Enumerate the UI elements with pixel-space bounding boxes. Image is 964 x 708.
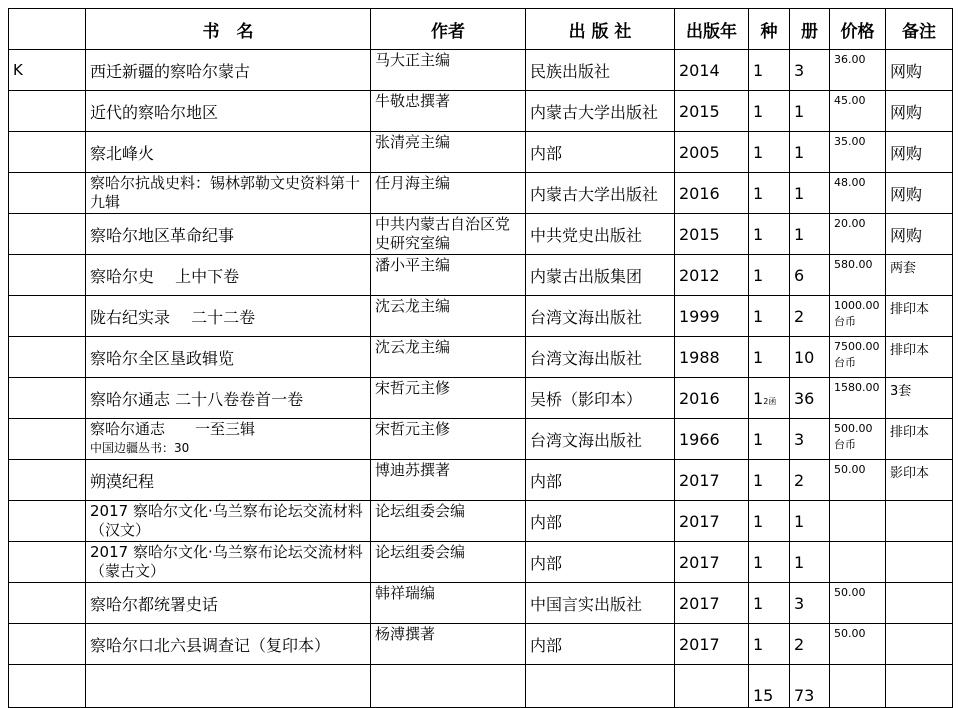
class-cell	[9, 542, 86, 583]
table-row	[9, 50, 953, 91]
title-text: 察哈尔地区革命纪事	[90, 225, 235, 245]
volumes-cell: 3	[790, 419, 830, 460]
class-cell	[9, 624, 86, 665]
note-cell	[886, 583, 953, 624]
author-cell: 潘小平主编	[371, 255, 526, 296]
volumes-cell: 1	[790, 173, 830, 214]
year-cell: 2015	[675, 91, 749, 132]
header-author: 作者	[371, 9, 526, 50]
title-text: 察哈尔通志 二十八卷卷首一卷	[90, 389, 304, 409]
kinds-value: 1	[753, 142, 764, 162]
title-cell	[86, 132, 371, 173]
kinds-cell	[749, 296, 790, 337]
total-year-cell	[675, 665, 749, 708]
year-cell: 2017	[675, 542, 749, 583]
volumes-cell: 6	[790, 255, 830, 296]
publisher-cell: 台湾文海出版社	[526, 296, 675, 337]
price-cell	[830, 542, 886, 583]
title-text: 陇右纪实录 二十二卷	[90, 307, 256, 327]
title-cell	[86, 378, 371, 419]
table-body	[9, 50, 953, 708]
kinds-cell	[749, 337, 790, 378]
publisher-cell: 吴桥（影印本）	[526, 378, 675, 419]
title-cell	[86, 91, 371, 132]
volumes-cell: 3	[790, 50, 830, 91]
author-cell: 沈云龙主编	[371, 296, 526, 337]
kinds-cell	[749, 91, 790, 132]
publisher-cell: 内蒙古大学出版社	[526, 91, 675, 132]
title-text: 察北峰火	[90, 143, 155, 163]
kinds-value: 1	[753, 388, 764, 408]
header-class	[9, 9, 86, 50]
publisher-cell: 民族出版社	[526, 50, 675, 91]
kinds-value: 1	[753, 511, 764, 531]
table-row	[9, 255, 953, 296]
class-cell	[9, 460, 86, 501]
publisher-cell: 内部	[526, 132, 675, 173]
title-cell	[86, 173, 371, 214]
kinds-value: 1	[753, 183, 764, 203]
kinds-cell	[749, 542, 790, 583]
kinds-cell	[749, 378, 790, 419]
total-kinds-cell: 15	[749, 665, 790, 708]
kinds-cell	[749, 50, 790, 91]
book-table	[8, 8, 953, 708]
kinds-cell	[749, 214, 790, 255]
header-note: 备注	[886, 9, 953, 50]
volumes-cell: 1	[790, 542, 830, 583]
kinds-value: 1	[753, 634, 764, 654]
note-cell: 网购	[886, 132, 953, 173]
volumes-cell: 1	[790, 132, 830, 173]
author-cell: 中共内蒙古自治区党史研究室编	[371, 214, 526, 255]
class-cell	[9, 214, 86, 255]
table-row	[9, 173, 953, 214]
kinds-value: 1	[753, 552, 764, 572]
class-cell	[9, 91, 86, 132]
title-text: 察哈尔口北六县调查记（复印本）	[90, 635, 331, 655]
table-row	[9, 296, 953, 337]
total-title-cell	[86, 665, 371, 708]
price-cell: 7500.00台币	[830, 337, 886, 378]
note-cell: 两套	[886, 255, 953, 296]
note-cell: 排印本	[886, 337, 953, 378]
title-text: 朔漠纪程	[90, 471, 155, 491]
kinds-cell	[749, 460, 790, 501]
author-cell: 任月海主编	[371, 173, 526, 214]
note-cell: 排印本	[886, 419, 953, 460]
price-cell: 500.00台币	[830, 419, 886, 460]
title-cell	[86, 214, 371, 255]
author-cell: 论坛组委会编	[371, 542, 526, 583]
volumes-cell: 2	[790, 296, 830, 337]
publisher-cell: 中共党史出版社	[526, 214, 675, 255]
author-cell: 宋哲元主修	[371, 378, 526, 419]
note-cell: 影印本	[886, 460, 953, 501]
year-cell: 2017	[675, 501, 749, 542]
table-row	[9, 337, 953, 378]
publisher-cell: 内部	[526, 624, 675, 665]
title-text: 2017 察哈尔文化·乌兰察布论坛交流材料（汉文）	[90, 502, 363, 539]
kinds-subnote: 2函	[763, 396, 777, 406]
note-cell: 网购	[886, 214, 953, 255]
author-cell: 牛敬忠撰著	[371, 91, 526, 132]
table-row	[9, 378, 953, 419]
kinds-cell	[749, 255, 790, 296]
author-cell: 杨溥撰著	[371, 624, 526, 665]
price-cell: 45.00	[830, 91, 886, 132]
price-cell	[830, 501, 886, 542]
year-cell: 2005	[675, 132, 749, 173]
table-row	[9, 624, 953, 665]
year-cell: 2017	[675, 583, 749, 624]
title-text: 察哈尔史 上中下卷	[90, 266, 240, 286]
volumes-cell: 36	[790, 378, 830, 419]
publisher-cell: 台湾文海出版社	[526, 419, 675, 460]
title-text: 2017 察哈尔文化·乌兰察布论坛交流材料（蒙古文）	[90, 543, 363, 580]
header-publisher: 出 版 社	[526, 9, 675, 50]
kinds-value: 1	[753, 224, 764, 244]
title-text: 察哈尔通志 一至三辑	[90, 420, 256, 438]
note-cell	[886, 501, 953, 542]
title-cell	[86, 50, 371, 91]
note-cell: 网购	[886, 173, 953, 214]
volumes-cell: 2	[790, 624, 830, 665]
total-publisher-cell	[526, 665, 675, 708]
table-row	[9, 501, 953, 542]
note-cell: 排印本	[886, 296, 953, 337]
title-cell	[86, 624, 371, 665]
kinds-cell	[749, 419, 790, 460]
author-cell: 马大正主编	[371, 50, 526, 91]
note-cell	[886, 542, 953, 583]
kinds-value: 1	[753, 470, 764, 490]
author-cell: 宋哲元主修	[371, 419, 526, 460]
kinds-value: 1	[753, 429, 764, 449]
class-cell	[9, 583, 86, 624]
title-cell	[86, 460, 371, 501]
class-cell	[9, 132, 86, 173]
kinds-value: 1	[753, 60, 764, 80]
title-cell	[86, 583, 371, 624]
header-volumes: 册	[790, 9, 830, 50]
class-cell	[9, 501, 86, 542]
class-cell	[9, 296, 86, 337]
class-cell	[9, 255, 86, 296]
author-cell: 沈云龙主编	[371, 337, 526, 378]
note-cell: 3套	[886, 378, 953, 419]
kinds-value: 1	[753, 347, 764, 367]
total-class-cell	[9, 665, 86, 708]
total-author-cell	[371, 665, 526, 708]
title-text: 西迁新疆的察哈尔蒙古	[90, 61, 251, 81]
class-cell	[9, 173, 86, 214]
header-kinds: 种	[749, 9, 790, 50]
price-cell: 580.00	[830, 255, 886, 296]
author-cell: 韩祥瑞编	[371, 583, 526, 624]
year-cell: 2017	[675, 460, 749, 501]
price-cell: 50.00	[830, 624, 886, 665]
kinds-cell	[749, 501, 790, 542]
kinds-value: 1	[753, 593, 764, 613]
author-cell: 论坛组委会编	[371, 501, 526, 542]
kinds-value: 1	[753, 306, 764, 326]
table-row	[9, 132, 953, 173]
year-cell: 2014	[675, 50, 749, 91]
note-cell	[886, 624, 953, 665]
price-cell: 1580.00	[830, 378, 886, 419]
note-cell: 网购	[886, 50, 953, 91]
publisher-cell: 台湾文海出版社	[526, 337, 675, 378]
title-cell	[86, 255, 371, 296]
price-cell: 35.00	[830, 132, 886, 173]
title-cell	[86, 542, 371, 583]
publisher-cell: 内蒙古大学出版社	[526, 173, 675, 214]
table-row	[9, 542, 953, 583]
title-subtext: 中国边疆丛书：30	[90, 441, 190, 455]
title-cell	[86, 501, 371, 542]
kinds-cell	[749, 173, 790, 214]
year-cell: 1999	[675, 296, 749, 337]
header-title: 书 名	[86, 9, 371, 50]
publisher-cell: 内部	[526, 501, 675, 542]
volumes-cell: 1	[790, 91, 830, 132]
title-text: 近代的察哈尔地区	[90, 102, 219, 122]
total-volumes-cell: 73	[790, 665, 830, 708]
price-cell: 20.00	[830, 214, 886, 255]
table-row	[9, 419, 953, 460]
class-cell	[9, 419, 86, 460]
volumes-cell: 2	[790, 460, 830, 501]
kinds-value: 1	[753, 265, 764, 285]
header-year: 出版年	[675, 9, 749, 50]
title-cell	[86, 337, 371, 378]
year-cell: 2016	[675, 173, 749, 214]
class-cell	[9, 378, 86, 419]
publisher-cell: 内蒙古出版集团	[526, 255, 675, 296]
table-row	[9, 583, 953, 624]
year-cell: 2016	[675, 378, 749, 419]
price-cell: 1000.00台币	[830, 296, 886, 337]
title-text: 察哈尔都统署史话	[90, 594, 219, 614]
year-cell: 1988	[675, 337, 749, 378]
volumes-cell: 10	[790, 337, 830, 378]
class-cell	[9, 337, 86, 378]
totals-row	[9, 665, 953, 708]
price-cell: 48.00	[830, 173, 886, 214]
table-row	[9, 460, 953, 501]
title-cell	[86, 296, 371, 337]
volumes-cell: 1	[790, 214, 830, 255]
volumes-cell: 1	[790, 501, 830, 542]
publisher-cell: 内部	[526, 460, 675, 501]
header-row	[9, 9, 953, 50]
author-cell: 张清亮主编	[371, 132, 526, 173]
kinds-cell	[749, 132, 790, 173]
class-cell: K	[9, 50, 86, 91]
title-text: 察哈尔抗战史料：锡林郭勒文史资料第十九辑	[90, 174, 361, 211]
publisher-cell: 内部	[526, 542, 675, 583]
kinds-cell	[749, 624, 790, 665]
header-price: 价格	[830, 9, 886, 50]
table-row	[9, 214, 953, 255]
table-row	[9, 91, 953, 132]
author-cell: 博迪苏撰著	[371, 460, 526, 501]
publisher-cell: 中国言实出版社	[526, 583, 675, 624]
price-cell: 50.00	[830, 460, 886, 501]
kinds-cell	[749, 583, 790, 624]
year-cell: 2012	[675, 255, 749, 296]
total-price-cell	[830, 665, 886, 708]
price-cell: 36.00	[830, 50, 886, 91]
year-cell: 1966	[675, 419, 749, 460]
kinds-value: 1	[753, 101, 764, 121]
title-cell	[86, 419, 371, 460]
year-cell: 2017	[675, 624, 749, 665]
year-cell: 2015	[675, 214, 749, 255]
note-cell: 网购	[886, 91, 953, 132]
price-cell: 50.00	[830, 583, 886, 624]
title-text: 察哈尔全区垦政辑览	[90, 348, 235, 368]
volumes-cell: 3	[790, 583, 830, 624]
total-note-cell	[886, 665, 953, 708]
